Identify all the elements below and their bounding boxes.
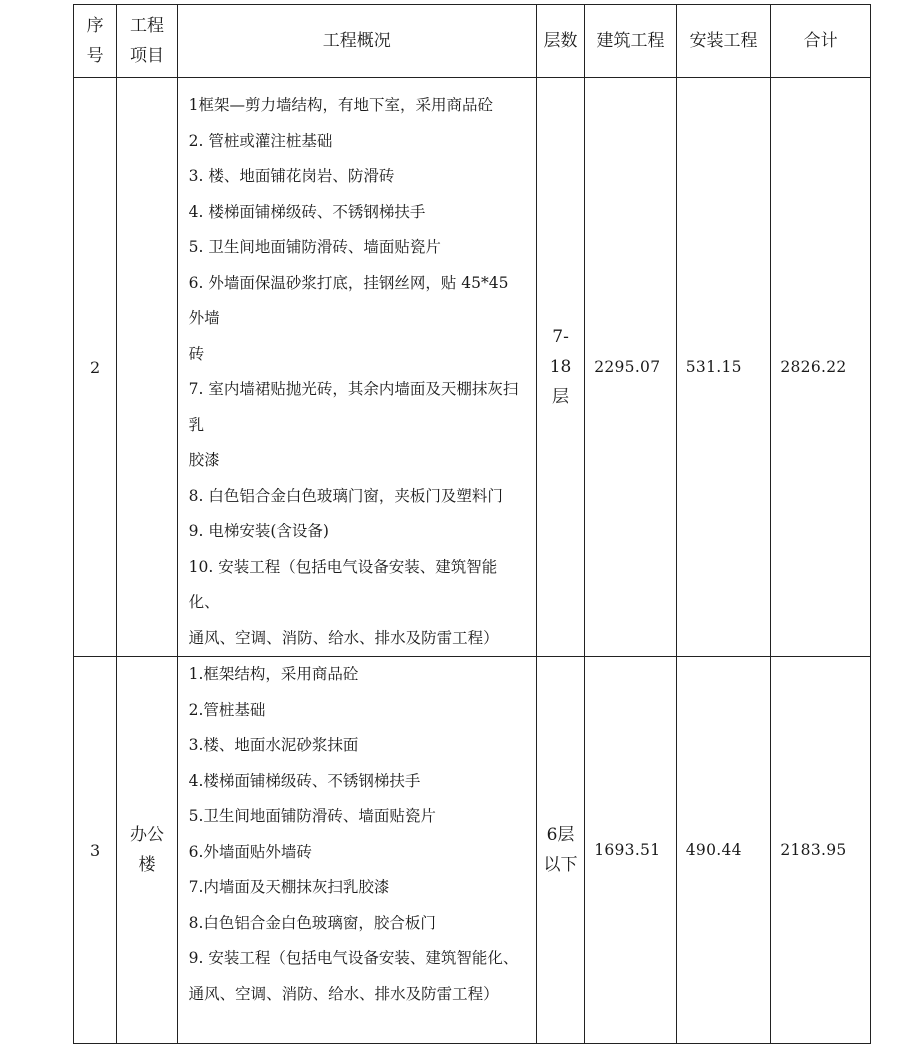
description-line: 6. 外墙面保温砂浆打底，挂钢丝网，贴 45*45 外墙	[188, 273, 509, 327]
description-line: 2.管桩基础	[188, 700, 266, 719]
header-floors: 层数	[536, 5, 584, 78]
header-building: 建筑工程	[585, 5, 677, 78]
row-building-cost: 1693.51	[585, 657, 677, 1044]
row-total-cost: 2826.22	[771, 78, 871, 657]
description-line: 1框架—剪力墙结构，有地下室，采用商品砼	[188, 96, 494, 114]
description-line: 胶漆	[188, 451, 220, 469]
header-overview: 工程概况	[177, 5, 536, 78]
project-cost-table	[73, 4, 871, 1044]
row-floors: 7-18层	[536, 78, 584, 657]
row-item: 办公楼	[117, 657, 177, 1044]
header-total: 合计	[771, 5, 871, 78]
table-row	[74, 657, 871, 1044]
description-line: 7. 室内墙裙贴抛光砖，其余内墙面及天棚抹灰扫乳	[188, 380, 519, 434]
description-line: 9. 电梯安装(含设备)	[188, 522, 329, 540]
description-line: 5. 卫生间地面铺防滑砖、墙面贴瓷片	[188, 238, 441, 256]
row-building-cost: 2295.07	[585, 78, 677, 657]
description-line: 5.卫生间地面铺防滑砖、墙面贴瓷片	[188, 807, 436, 825]
description-line: 4.楼梯面铺梯级砖、不锈钢梯扶手	[188, 771, 421, 790]
row-installation-cost: 531.15	[676, 78, 771, 657]
row-description	[177, 657, 536, 1044]
description-line: 砖	[188, 344, 205, 363]
description-line: 8. 白色铝合金白色玻璃门窗，夹板门及塑料门	[188, 486, 503, 505]
row-description	[177, 78, 536, 657]
table-header-row	[74, 5, 871, 78]
description-line: 3.楼、地面水泥砂浆抹面	[188, 736, 359, 754]
description-line: 2. 管桩或灌注桩基础	[188, 131, 333, 150]
row-floors: 6层以下	[536, 657, 584, 1044]
header-installation: 安装工程	[676, 5, 771, 78]
row-installation-cost: 490.44	[676, 657, 771, 1044]
row-item	[117, 78, 177, 657]
description-line: 6.外墙面贴外墙砖	[188, 842, 312, 861]
description-line: 9. 安装工程（包括电气设备安装、建筑智能化、	[188, 949, 519, 967]
row-total-cost: 2183.95	[771, 657, 871, 1044]
row-seq: 2	[74, 78, 117, 657]
row-seq: 3	[74, 657, 117, 1044]
header-seq: 序号	[74, 5, 117, 78]
description-line: 1.框架结构，采用商品砼	[188, 665, 359, 683]
description-line: 通风、空调、消防、给水、排水及防雷工程）	[188, 984, 499, 1003]
table-row	[74, 78, 871, 657]
description-line: 10. 安装工程（包括电气设备安装、建筑智能化、	[188, 557, 498, 611]
description-line: 通风、空调、消防、给水、排水及防雷工程）	[188, 628, 499, 647]
header-item: 工程项目	[117, 5, 177, 78]
description-line: 7.内墙面及天棚抹灰扫乳胶漆	[188, 878, 390, 896]
description-line: 8.白色铝合金白色玻璃窗，胶合板门	[188, 913, 436, 932]
description-line: 3. 楼、地面铺花岗岩、防滑砖	[188, 167, 395, 185]
description-line: 4. 楼梯面铺梯级砖、不锈钢梯扶手	[188, 202, 426, 221]
